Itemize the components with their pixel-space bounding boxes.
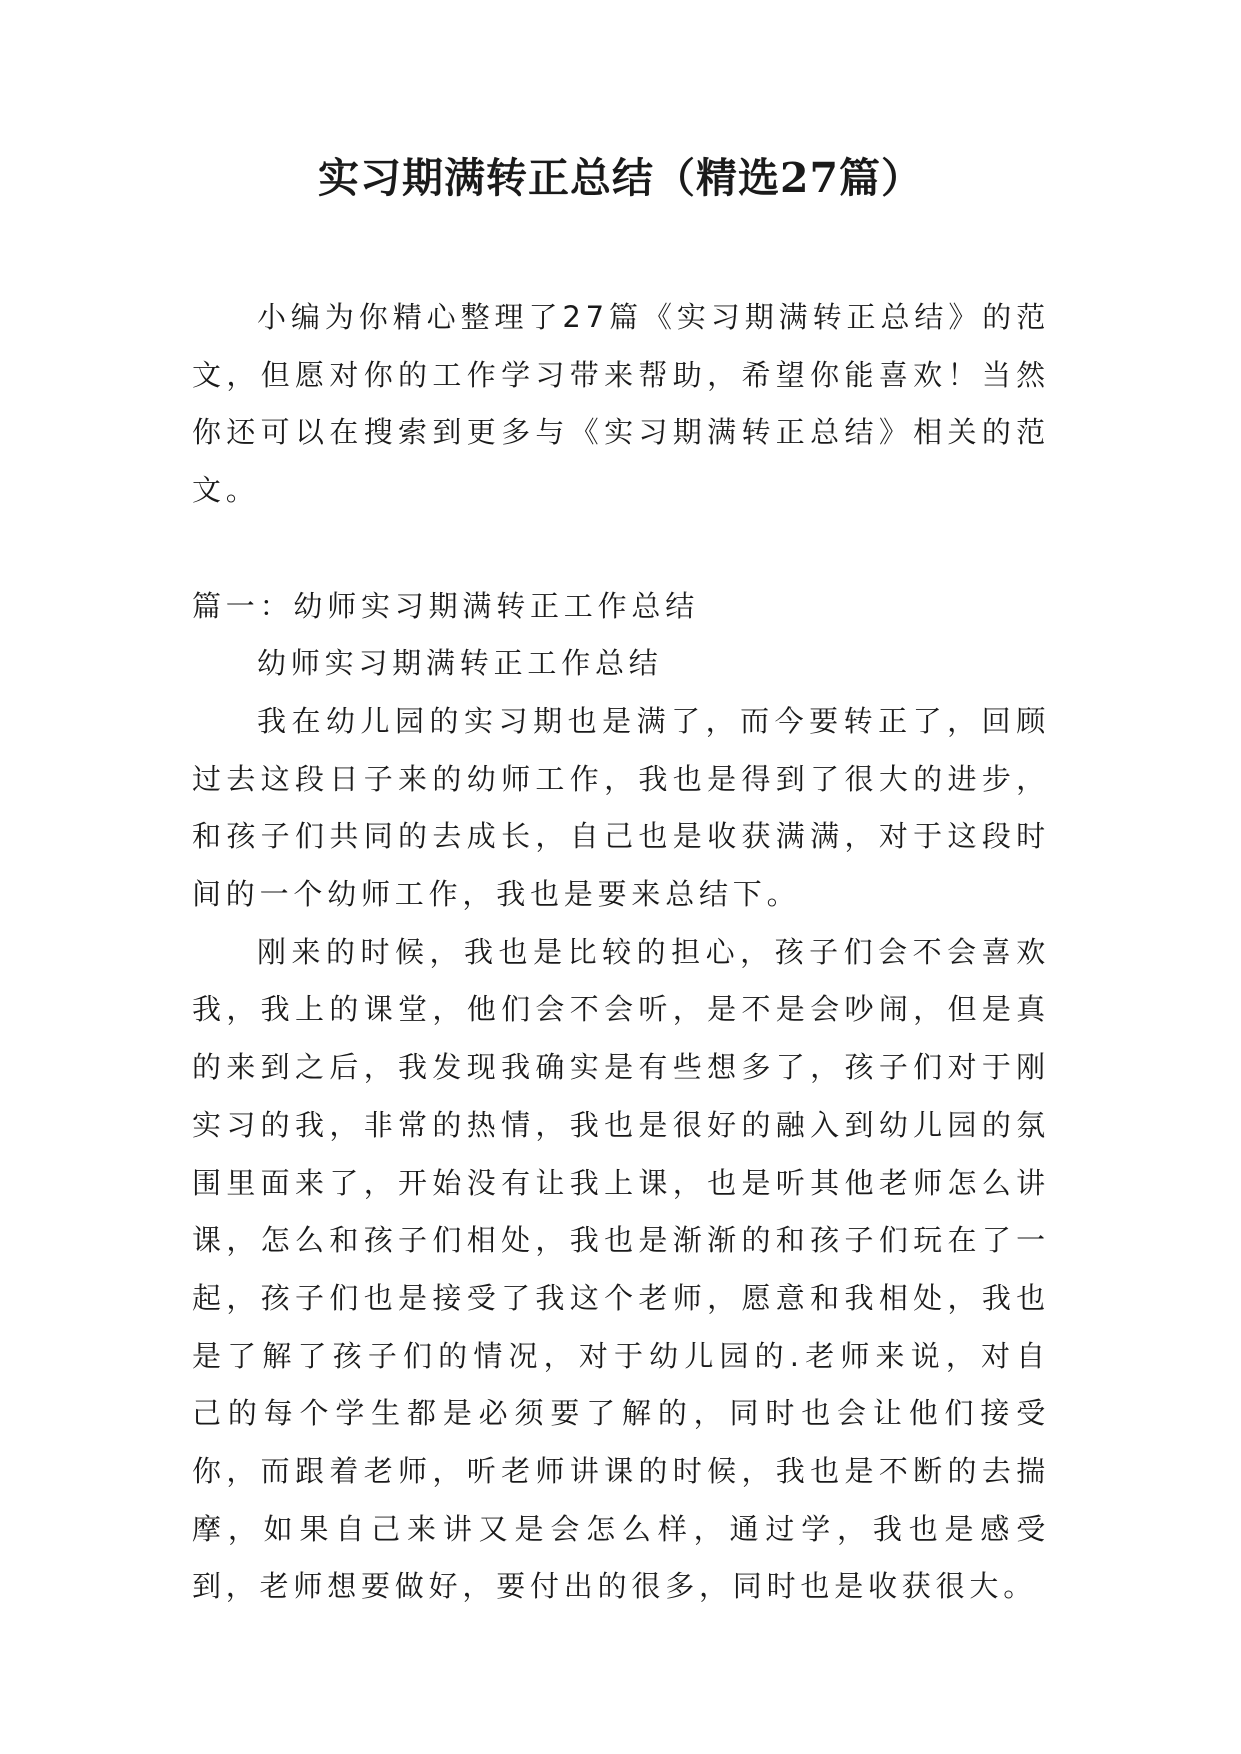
intro-paragraph: 小编为你精心整理了27篇《实习期满转正总结》的范文，但愿对你的工作学习带来帮助，希望你能喜欢！当然你还可以在搜索到更多与《实习期满转正总结》相关的范文。: [192, 300, 1050, 508]
paragraph-spacer: [192, 520, 1050, 578]
document-title: 实习期满转正总结（精选27篇）: [317, 154, 924, 202]
body-paragraph-1: 我在幼儿园的实习期也是满了，而今要转正了，回顾过去这段日子来的幼师工作，我也是得到了很大的进步，和孩子们共同的去成长，自己也是收获满满，对于这段时间的一个幼师工作，我也是要来总结下。: [192, 703, 1050, 912]
body-paragraph-2: 刚来的时候，我也是比较的担心，孩子们会不会喜欢我，我上的课堂，他们会不会听，是不是会吵闹，但是真的来到之后，我发现我确实是有些想多了，孩子们对于刚实习的我，非常的热情，我也是很好的融入到幼儿园的氛围里面来了，开始没有让我上课，也是听其他老师怎么讲课，怎么和孩子们相处，我也是渐渐的和孩子们玩在了一起，孩子们也是接受了我这个老师，愿意和我相处，我也是了解了孩子们的情况，对于幼儿园的.老师来说，对自己的每个学生都是必须要了解的，同时也会让他们接受你，而跟着老师，听老师讲课的时候，我也是不断的去揣摩，如果自己来讲又是会怎么样，通过学，我也是感受到，老师想要做好，要付出的很多，同时也是收获很大。: [192, 934, 1050, 1604]
section-heading: 篇一：幼师实习期满转正工作总结: [192, 588, 700, 623]
section-subtitle: 幼师实习期满转正工作总结: [257, 646, 663, 681]
document-body: [192, 289, 1050, 1616]
